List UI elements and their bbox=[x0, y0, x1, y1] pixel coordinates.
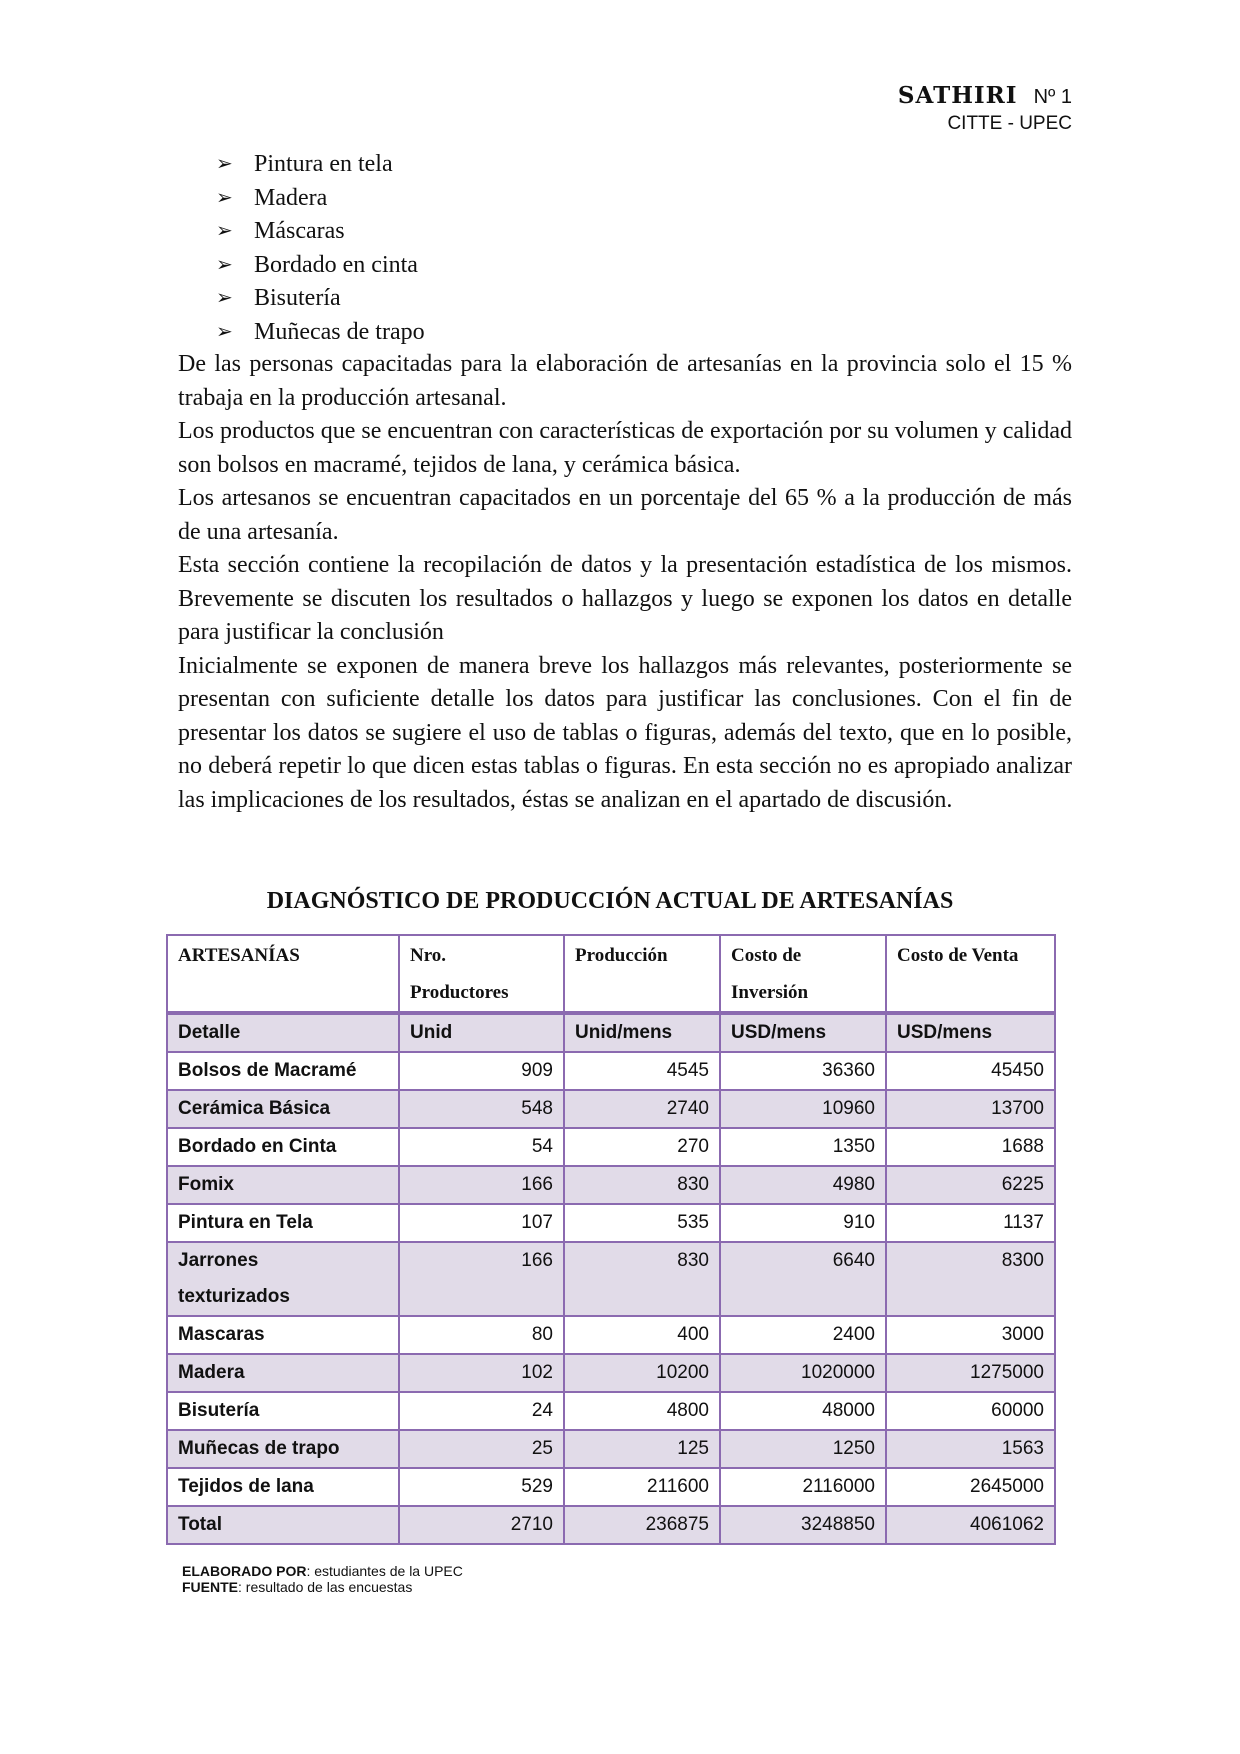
cell-venta: 4061062 bbox=[886, 1506, 1055, 1544]
cell-inversion: 1350 bbox=[720, 1128, 886, 1166]
cell-produccion: 236875 bbox=[564, 1506, 720, 1544]
list-item-text: Bisutería bbox=[254, 285, 341, 311]
list-item bbox=[216, 282, 425, 316]
body-text bbox=[178, 348, 1072, 817]
cell-inversion: 1020000 bbox=[720, 1354, 886, 1392]
header-productores-line1: Nro. bbox=[410, 945, 447, 966]
cell-venta: 3000 bbox=[886, 1316, 1055, 1354]
bullet-list bbox=[216, 148, 425, 349]
cell-productores: 909 bbox=[399, 1052, 564, 1090]
note-fuente bbox=[182, 1579, 463, 1595]
list-item-text: Muñecas de trapo bbox=[254, 318, 425, 345]
header-inversion bbox=[720, 935, 886, 1013]
table-row bbox=[167, 1354, 1055, 1392]
cell-produccion: 2740 bbox=[564, 1090, 720, 1128]
paragraph: Los productos que se encuentran con características de exportación por su volumen y calidad son bolsos en macramé, tejidos de lana, y cerámica básica. bbox=[178, 418, 1072, 478]
header-inversion-line2: Inversión bbox=[731, 982, 809, 1003]
brand-line bbox=[898, 82, 1072, 109]
arrowhead-bullet-icon: ➢ bbox=[216, 186, 233, 209]
header-artesanias-text: ARTESANÍAS bbox=[178, 945, 300, 966]
page-header bbox=[898, 82, 1072, 135]
row-label: Fomix bbox=[167, 1166, 399, 1204]
list-item bbox=[216, 148, 425, 182]
arrowhead-bullet-icon: ➢ bbox=[216, 287, 233, 309]
cell-produccion: 211600 bbox=[564, 1468, 720, 1506]
header-inversion-line1: Costo de bbox=[731, 945, 802, 966]
header-productores bbox=[399, 935, 564, 1013]
table-row bbox=[167, 1430, 1055, 1468]
row-label: Mascaras bbox=[167, 1316, 399, 1354]
cell-venta: 45450 bbox=[886, 1052, 1055, 1090]
row-label: Bisutería bbox=[167, 1392, 399, 1430]
cell-produccion: 535 bbox=[564, 1204, 720, 1242]
arrowhead-bullet-icon: ➢ bbox=[216, 220, 233, 242]
table-row bbox=[167, 1090, 1055, 1128]
row-label: Tejidos de lana bbox=[167, 1468, 399, 1506]
header-produccion bbox=[564, 935, 720, 1013]
cell-venta: 1137 bbox=[886, 1204, 1055, 1242]
table-row bbox=[167, 1468, 1055, 1506]
cell-inversion: 10960 bbox=[720, 1090, 886, 1128]
paragraph: Inicialmente se exponen de manera breve los hallazgos más relevantes, posteriormente se presentan con suficiente detalle los datos para justificar las conclusiones. Con el fin de presentar los datos se sugiere el uso de tablas o figuras, además del texto, que en lo posible, no deberá repetir lo que dicen estas tablas o figuras. En esta sección no es apropiado analizar las implicaciones de los resultados, éstas se analizan en el apartado de discusión. bbox=[178, 652, 1072, 813]
table-row bbox=[167, 1392, 1055, 1430]
cell-productores: 24 bbox=[399, 1392, 564, 1430]
header-row bbox=[167, 935, 1055, 1013]
arrowhead-bullet-icon: ➢ bbox=[216, 153, 233, 175]
arrowhead-bullet-icon: ➢ bbox=[216, 320, 233, 343]
cell-inversion: 3248850 bbox=[720, 1506, 886, 1544]
unit-cell: Detalle bbox=[167, 1013, 399, 1052]
header-venta bbox=[886, 935, 1055, 1013]
cell-productores: 102 bbox=[399, 1354, 564, 1392]
cell-produccion: 125 bbox=[564, 1430, 720, 1468]
cell-productores: 80 bbox=[399, 1316, 564, 1354]
row-label: Cerámica Básica bbox=[167, 1090, 399, 1128]
table-row bbox=[167, 1128, 1055, 1166]
header-productores-line2: Productores bbox=[410, 982, 509, 1003]
row-label: Madera bbox=[167, 1354, 399, 1392]
list-item bbox=[216, 182, 425, 216]
cell-produccion: 4800 bbox=[564, 1392, 720, 1430]
list-item-text: Pintura en tela bbox=[254, 151, 393, 177]
cell-productores: 548 bbox=[399, 1090, 564, 1128]
cell-productores: 166 bbox=[399, 1166, 564, 1204]
row-label bbox=[167, 1242, 399, 1316]
total-row bbox=[167, 1506, 1055, 1544]
cell-venta: 1275000 bbox=[886, 1354, 1055, 1392]
cell-venta: 1563 bbox=[886, 1430, 1055, 1468]
table-row bbox=[167, 1316, 1055, 1354]
table-row bbox=[167, 1166, 1055, 1204]
units-row bbox=[167, 1013, 1055, 1052]
header-produccion-text: Producción bbox=[575, 945, 668, 966]
paragraph: Esta sección contiene la recopilación de datos y la presentación estadística de los mismos. Brevemente se discuten los resultados o hallazgos y luego se exponen los datos en detalle para justificar la conclusión bbox=[178, 552, 1072, 645]
cell-venta: 1688 bbox=[886, 1128, 1055, 1166]
note-fuente-label: FUENTE bbox=[182, 1579, 238, 1595]
row-label-line2: texturizados bbox=[178, 1286, 290, 1307]
table-notes bbox=[182, 1563, 463, 1595]
note-elaborado-label: ELABORADO POR bbox=[182, 1563, 307, 1579]
cell-productores: 529 bbox=[399, 1468, 564, 1506]
table-header bbox=[167, 935, 1055, 1013]
cell-productores: 107 bbox=[399, 1204, 564, 1242]
row-label: Muñecas de trapo bbox=[167, 1430, 399, 1468]
cell-venta: 2645000 bbox=[886, 1468, 1055, 1506]
cell-venta: 13700 bbox=[886, 1090, 1055, 1128]
cell-productores: 2710 bbox=[399, 1506, 564, 1544]
list-item bbox=[216, 215, 425, 249]
row-label-line1: Jarrones bbox=[178, 1250, 259, 1271]
cell-inversion: 1250 bbox=[720, 1430, 886, 1468]
cell-inversion: 910 bbox=[720, 1204, 886, 1242]
list-item-text: Madera bbox=[254, 184, 328, 211]
note-fuente-value: : resultado de las encuestas bbox=[238, 1579, 413, 1595]
cell-produccion: 400 bbox=[564, 1316, 720, 1354]
list-item-text: Máscaras bbox=[254, 218, 345, 244]
organization: CITTE - UPEC bbox=[947, 113, 1072, 134]
unit-cell: Unid bbox=[399, 1013, 564, 1052]
cell-produccion: 10200 bbox=[564, 1354, 720, 1392]
cell-produccion: 4545 bbox=[564, 1052, 720, 1090]
table-row bbox=[167, 1052, 1055, 1090]
header-venta-text: Costo de Venta bbox=[897, 945, 1019, 966]
row-label: Bolsos de Macramé bbox=[167, 1052, 399, 1090]
unit-cell: USD/mens bbox=[886, 1013, 1055, 1052]
cell-produccion: 830 bbox=[564, 1166, 720, 1204]
note-elaborado bbox=[182, 1563, 463, 1579]
issue-number: Nº 1 bbox=[1033, 86, 1072, 108]
cell-inversion: 4980 bbox=[720, 1166, 886, 1204]
table-row bbox=[167, 1242, 1055, 1316]
cell-inversion: 6640 bbox=[720, 1242, 886, 1316]
journal-brand: SATHIRI bbox=[897, 82, 1018, 109]
cell-productores: 166 bbox=[399, 1242, 564, 1316]
cell-inversion: 48000 bbox=[720, 1392, 886, 1430]
row-label: Total bbox=[167, 1506, 399, 1544]
unit-cell: USD/mens bbox=[720, 1013, 886, 1052]
cell-inversion: 2116000 bbox=[720, 1468, 886, 1506]
paragraph: De las personas capacitadas para la elaboración de artesanías en la provincia solo el 15 % trabaja en la producción artesanal. bbox=[178, 351, 1072, 411]
cell-produccion: 830 bbox=[564, 1242, 720, 1316]
cell-venta: 6225 bbox=[886, 1166, 1055, 1204]
row-label: Pintura en Tela bbox=[167, 1204, 399, 1242]
cell-inversion: 2400 bbox=[720, 1316, 886, 1354]
cell-productores: 54 bbox=[399, 1128, 564, 1166]
list-item bbox=[216, 249, 425, 283]
note-elaborado-value: : estudiantes de la UPEC bbox=[306, 1563, 463, 1579]
header-artesanias bbox=[167, 935, 399, 1013]
production-table bbox=[166, 934, 1056, 1545]
cell-inversion: 36360 bbox=[720, 1052, 886, 1090]
table-title: DIAGNÓSTICO DE PRODUCCIÓN ACTUAL DE ARTESANÍAS bbox=[266, 888, 954, 914]
cell-produccion: 270 bbox=[564, 1128, 720, 1166]
row-label: Bordado en Cinta bbox=[167, 1128, 399, 1166]
cell-venta: 60000 bbox=[886, 1392, 1055, 1430]
list-item-text: Bordado en cinta bbox=[254, 251, 418, 278]
arrowhead-bullet-icon: ➢ bbox=[216, 253, 233, 276]
paragraph: Los artesanos se encuentran capacitados en un porcentaje del 65 % a la producción de más de una artesanía. bbox=[178, 485, 1072, 545]
unit-cell: Unid/mens bbox=[564, 1013, 720, 1052]
cell-venta: 8300 bbox=[886, 1242, 1055, 1316]
table-row bbox=[167, 1204, 1055, 1242]
list-item bbox=[216, 316, 425, 350]
cell-productores: 25 bbox=[399, 1430, 564, 1468]
